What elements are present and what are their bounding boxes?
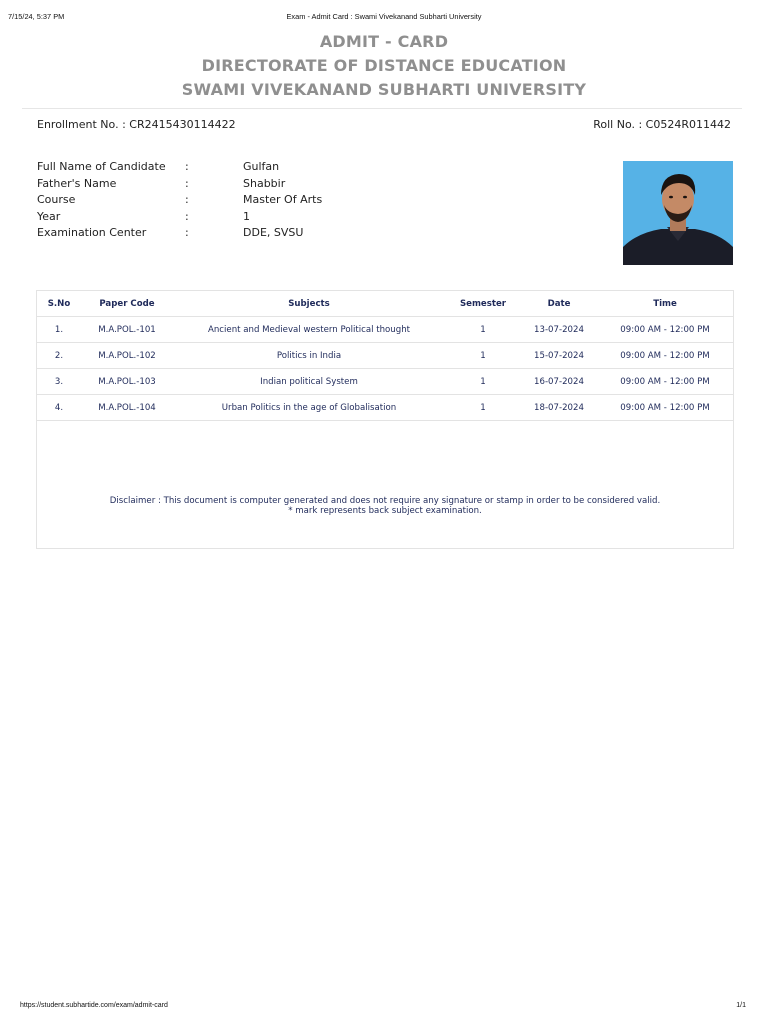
detail-separator: : — [185, 193, 189, 206]
print-header — [8, 10, 760, 22]
detail-label: Year — [37, 209, 61, 223]
detail-separator: : — [185, 160, 189, 173]
detail-value: Shabbir — [243, 176, 286, 190]
directorate-title: DIRECTORATE OF DISTANCE EDUCATION — [201, 56, 567, 75]
column-header-date: Date — [521, 291, 597, 317]
print-datetime: 7/15/24, 5:37 PM — [8, 12, 65, 21]
detail-row-father — [37, 177, 397, 194]
cell-sno: 2. — [37, 343, 81, 369]
print-page-title: Exam - Admit Card : Swami Vivekanand Subharti University — [286, 12, 482, 21]
exam-schedule-card — [36, 290, 734, 549]
cell-sno: 3. — [37, 369, 81, 395]
detail-label: Full Name of Candidate — [37, 160, 166, 173]
enrollment-number: Enrollment No. : CR2415430114422 — [37, 118, 236, 131]
detail-separator: : — [185, 226, 189, 239]
cell-time: 09:00 AM - 12:00 PM — [597, 369, 733, 395]
title-divider — [22, 108, 742, 109]
disclaimer-text: Disclaimer : This document is computer generated and does not require any signature or stamp in order to be considered valid. — [109, 496, 661, 506]
detail-value: Gulfan — [243, 160, 280, 173]
detail-label: Course — [37, 193, 76, 206]
candidate-photo-illustration — [623, 161, 733, 265]
detail-value: Master Of Arts — [243, 193, 323, 206]
cell-time: 09:00 AM - 12:00 PM — [597, 395, 733, 421]
cell-paper-code: M.A.POL.-101 — [81, 317, 173, 343]
cell-time: 09:00 AM - 12:00 PM — [597, 343, 733, 369]
table-row — [37, 395, 733, 421]
cell-subject: Politics in India — [173, 343, 445, 369]
university-title: SWAMI VIVEKANAND SUBHARTI UNIVERSITY — [181, 80, 587, 99]
detail-row-course — [37, 193, 397, 210]
detail-label: Examination Center — [37, 226, 147, 239]
detail-row-name — [37, 160, 397, 177]
detail-separator: : — [185, 209, 189, 223]
column-header-subjects: Subjects — [173, 291, 445, 317]
cell-subject: Indian political System — [173, 369, 445, 395]
roll-number: Roll No. : C0524R011442 — [593, 118, 731, 131]
cell-paper-code: M.A.POL.-104 — [81, 395, 173, 421]
print-url: https://student.subhartide.com/exam/admit-card — [20, 1002, 168, 1009]
cell-subject: Urban Politics in the age of Globalisation — [173, 395, 445, 421]
cell-semester: 1 — [445, 343, 521, 369]
cell-paper-code: M.A.POL.-102 — [81, 343, 173, 369]
table-row — [37, 317, 733, 343]
detail-value: 1 — [243, 209, 250, 223]
cell-date: 18-07-2024 — [521, 395, 597, 421]
cell-sno: 1. — [37, 317, 81, 343]
table-header-row — [37, 291, 733, 317]
detail-row-year — [37, 210, 397, 227]
detail-label: Father's Name — [37, 176, 117, 190]
table-row — [37, 343, 733, 369]
back-subject-note: * mark represents back subject examination. — [288, 506, 482, 516]
document-titles — [0, 30, 768, 102]
cell-sno: 4. — [37, 395, 81, 421]
column-header-semester: Semester — [445, 291, 521, 317]
cell-semester: 1 — [445, 395, 521, 421]
cell-semester: 1 — [445, 369, 521, 395]
detail-value: DDE, SVSU — [243, 226, 304, 239]
cell-time: 09:00 AM - 12:00 PM — [597, 317, 733, 343]
cell-paper-code: M.A.POL.-103 — [81, 369, 173, 395]
cell-date: 13-07-2024 — [521, 317, 597, 343]
detail-separator: : — [185, 176, 189, 190]
print-page-number: 1/1 — [736, 1002, 746, 1009]
detail-row-center — [37, 226, 397, 243]
column-header-sno: S.No — [37, 291, 81, 317]
table-row — [37, 369, 733, 395]
cell-date: 16-07-2024 — [521, 369, 597, 395]
cell-subject: Ancient and Medieval western Political thought — [173, 317, 445, 343]
candidate-photo — [623, 161, 733, 265]
column-header-paper-code: Paper Code — [81, 291, 173, 317]
admit-card-title: ADMIT - CARD — [319, 32, 449, 51]
cell-date: 15-07-2024 — [521, 343, 597, 369]
column-header-time: Time — [597, 291, 733, 317]
cell-semester: 1 — [445, 317, 521, 343]
candidate-details — [37, 160, 397, 243]
disclaimer — [37, 496, 733, 516]
exam-schedule-table — [37, 291, 733, 421]
